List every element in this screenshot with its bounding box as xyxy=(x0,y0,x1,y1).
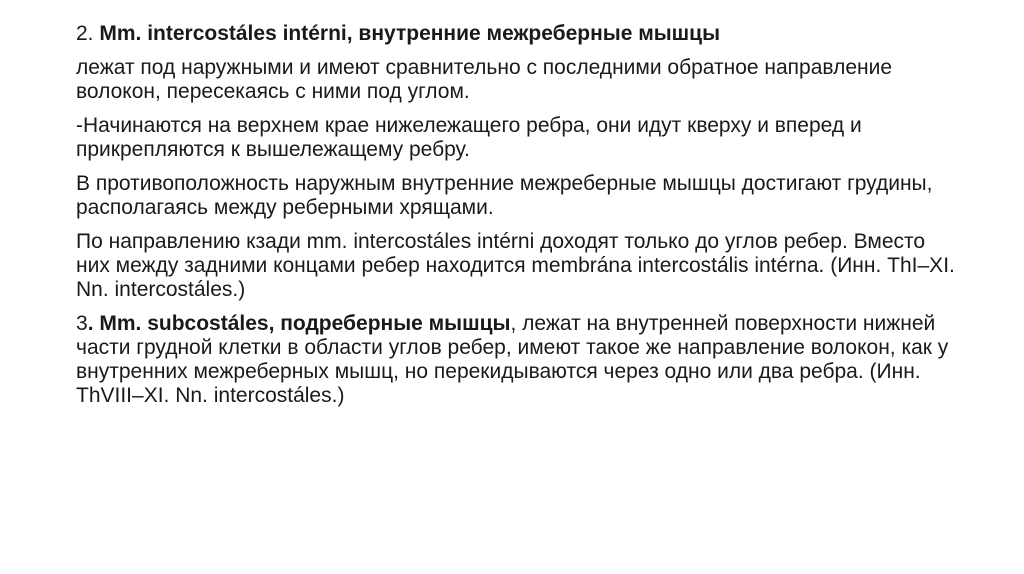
heading-title: Mm. intercostáles intérni, внутренние межреберные мышцы xyxy=(99,22,721,45)
heading-number: 2. xyxy=(76,22,94,45)
paragraph-2: -Начинаются на верхнем крае нижележащего ребра, они идут кверху и вперед и прикрепляются к вышележащему ребру. xyxy=(76,114,862,161)
paragraph-1: лежат под наружными и имеют сравнительно с последними обратное направление волокон, пересекаясь с ними под углом. xyxy=(76,56,893,103)
slide-content xyxy=(76,22,956,418)
paragraph-4: По направлению кзади mm. intercostáles intérni доходят только до углов ребер. Вместо них между задними концами ребер находится membrána intercostális intérna. (Инн. ThI–XI. Nn. intercostáles.) xyxy=(76,230,955,301)
item-3-title: . Mm. subcostáles, подреберные мышцы xyxy=(87,312,511,335)
item-3-text: , лежат на внутренней поверхности нижней части грудной клетки в области углов ребер, имеют такое же направление волокон, как у внутренних межреберных мышц, но перекидываются через одно или два ребра. (Инн. ThVIII–XI. Nn. intercostáles.) xyxy=(76,312,949,407)
item-3-number: 3 xyxy=(76,312,88,335)
item-3 xyxy=(76,312,956,408)
paragraph-3: В противоположность наружным внутренние межреберные мышцы достигают грудины, располагаясь между реберными хрящами. xyxy=(76,172,933,219)
heading-item-2 xyxy=(76,22,956,46)
